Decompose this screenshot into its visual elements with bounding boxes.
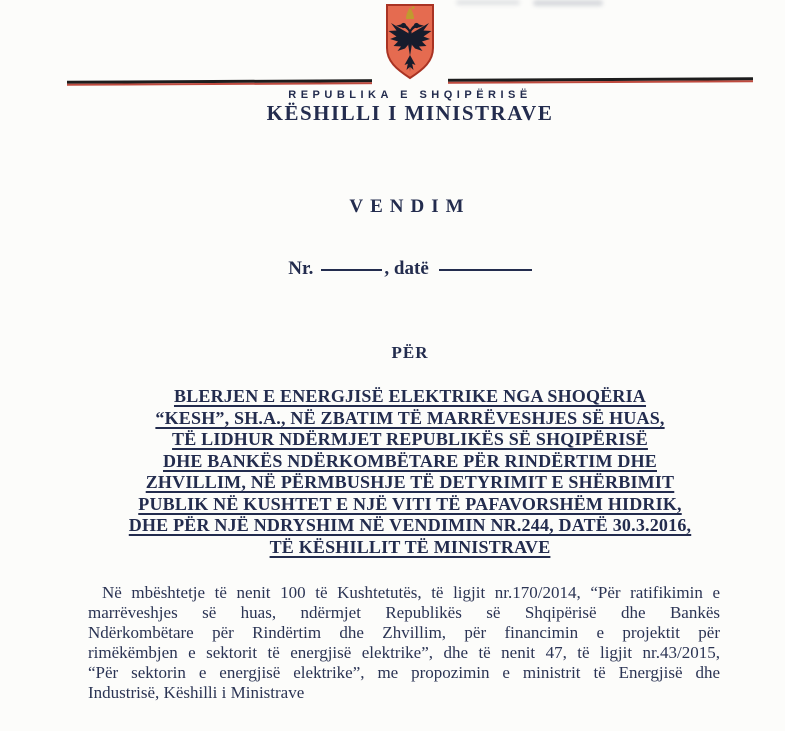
albania-coat-of-arms-icon: [372, 0, 448, 92]
body-paragraph-line: Industrisë, Këshilli i Ministrave: [88, 683, 305, 702]
decision-title-line: TË LIDHUR NDËRMJET REPUBLIKËS SË SHQIPËRISË: [172, 429, 648, 449]
decision-title-line: “KESH”, SH.A., NË ZBATIM TË MARRËVESHJES SË HUAS,: [155, 407, 665, 428]
republic-label: REPUBLIKA E SHQIPËRISË: [288, 89, 532, 101]
scan-smudge: [456, 0, 520, 5]
decision-title-line: DHE PËR NJË NDRYSHIM NË VENDIMIN NR.244, DATË 30.3.2016,: [128, 515, 692, 535]
body-paragraph-line: marrëveshjes së huas, ndërmjet Republikës së Shqipërisë dhe Bankës: [88, 603, 720, 622]
date-blank-field: [439, 267, 532, 271]
body-paragraph-line: Në mbështetje të nenit 100 të Kushtetutës, të ligjit nr.170/2014, “Për ratifikimin e: [102, 583, 720, 602]
per-heading: PËR: [391, 343, 429, 362]
decision-title-line: TË KËSHILLIT TË MINISTRAVE: [269, 536, 551, 557]
number-blank-field: [321, 267, 382, 271]
nr-label: Nr.: [288, 258, 314, 279]
decision-title: [55, 386, 765, 558]
scan-smudge: [533, 0, 603, 6]
body-paragraph-line: rimëkëmbjen e sektorit të energjisë elektrike”, dhe të nenit 47, të ligjit nr.43/2015,: [88, 643, 720, 662]
decision-title-line: PUBLIK NË KUSHTET E NJË VITI TË PAFAVORSHËM HIDRIK,: [138, 493, 682, 514]
decision-title-line: BLERJEN E ENERGJISË ELEKTRIKE NGA SHOQËRIA: [173, 386, 647, 406]
date-label: , datë: [384, 258, 429, 279]
decision-number-line: [45, 258, 775, 280]
decision-title-line: ZHVILLIM, NË PËRMBUSHJE TË DETYRIMIT E SHËRBIMIT: [145, 472, 675, 492]
body-paragraph-line: “Për sektorin e energjisë elektrike”, me propozimin e ministrit të Energjisë dhe: [88, 663, 720, 682]
body-paragraph-line: Ndërkombëtare për Rindërtim dhe Zhvillim, për financimin e projektit për: [88, 623, 720, 642]
institution-name: KËSHILLI I MINISTRAVE: [266, 101, 554, 125]
decision-title-line: DHE BANKËS NDËRKOMBËTARE PËR RINDËRTIM DHE: [163, 450, 657, 471]
decision-heading: VENDIM: [349, 196, 471, 217]
body-paragraph: [88, 583, 720, 703]
